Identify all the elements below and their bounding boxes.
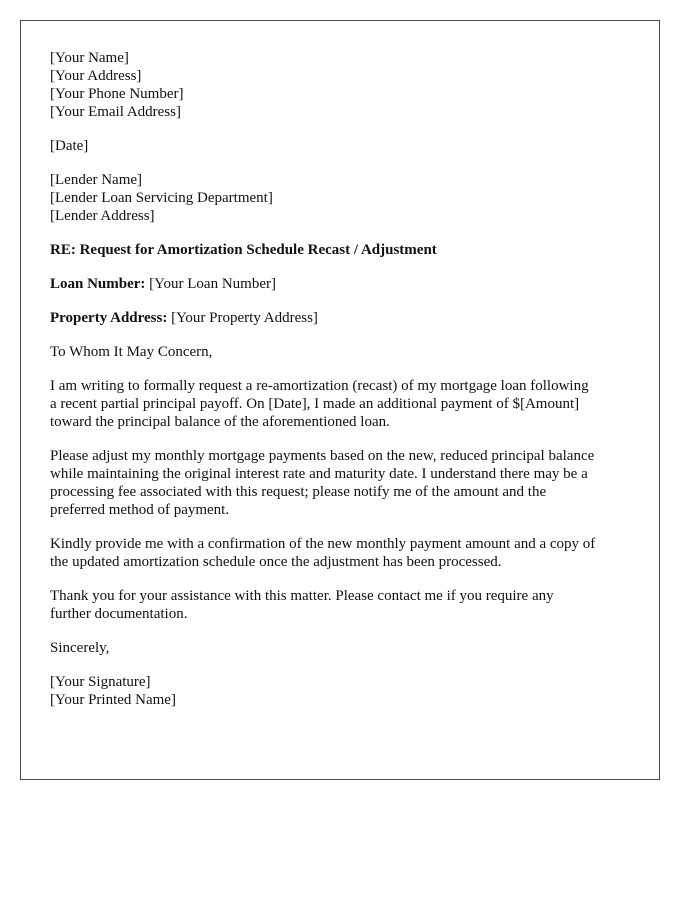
letter-page (20, 20, 660, 780)
letter-date: [Date] (50, 138, 89, 154)
loan-number-value: [Your Loan Number] (149, 276, 276, 292)
recipient-block (50, 171, 640, 225)
property-address-line (50, 309, 640, 327)
property-address-label: Property Address: (50, 310, 168, 326)
paragraph-line: I am writing to formally request a re-amortization (recast) of my mortgage loan following (50, 378, 589, 394)
subject-block (50, 241, 640, 259)
letter-body (50, 49, 640, 725)
salutation: To Whom It May Concern, (50, 344, 213, 360)
loan-number-label: Loan Number: (50, 276, 146, 292)
paragraph-2 (50, 447, 640, 519)
paragraph-line: Thank you for your assistance with this matter. Please contact me if you require any (50, 588, 554, 604)
paragraph-line: the updated amortization schedule once the adjustment has been processed. (50, 554, 502, 570)
closing: Sincerely, (50, 640, 110, 656)
sender-phone: [Your Phone Number] (50, 86, 184, 102)
date-block (50, 137, 640, 155)
paragraph-line: toward the principal balance of the aforementioned loan. (50, 414, 390, 430)
paragraph-line: Kindly provide me with a confirmation of the new monthly payment amount and a copy of (50, 536, 596, 552)
loan-number-block (50, 275, 640, 293)
paragraph-line: processing fee associated with this request; please notify me of the amount and the (50, 484, 547, 500)
subject-line: RE: Request for Amortization Schedule Recast / Adjustment (50, 242, 437, 258)
paragraph-line: Please adjust my monthly mortgage payments based on the new, reduced principal balance (50, 448, 595, 464)
paragraph-line: a recent partial principal payoff. On [Date], I made an additional payment of $[Amount] (50, 396, 580, 412)
sender-address: [Your Address] (50, 68, 142, 84)
printed-name: [Your Printed Name] (50, 692, 176, 708)
recipient-address: [Lender Address] (50, 208, 155, 224)
closing-block (50, 639, 640, 657)
paragraph-line: preferred method of payment. (50, 502, 230, 518)
paragraph-line: further documentation. (50, 606, 188, 622)
signature-block (50, 673, 640, 709)
recipient-name: [Lender Name] (50, 172, 143, 188)
salutation-block (50, 343, 640, 361)
property-address-value: [Your Property Address] (171, 310, 318, 326)
recipient-department: [Lender Loan Servicing Department] (50, 190, 273, 206)
paragraph-1 (50, 377, 640, 431)
loan-number-line (50, 275, 640, 293)
signature-placeholder: [Your Signature] (50, 674, 151, 690)
sender-name: [Your Name] (50, 50, 129, 66)
sender-block (50, 49, 640, 121)
sender-email: [Your Email Address] (50, 104, 181, 120)
paragraph-line: while maintaining the original interest rate and maturity date. I understand there may be a (50, 466, 588, 482)
paragraph-3 (50, 535, 640, 571)
property-address-block (50, 309, 640, 327)
paragraph-4 (50, 587, 640, 623)
